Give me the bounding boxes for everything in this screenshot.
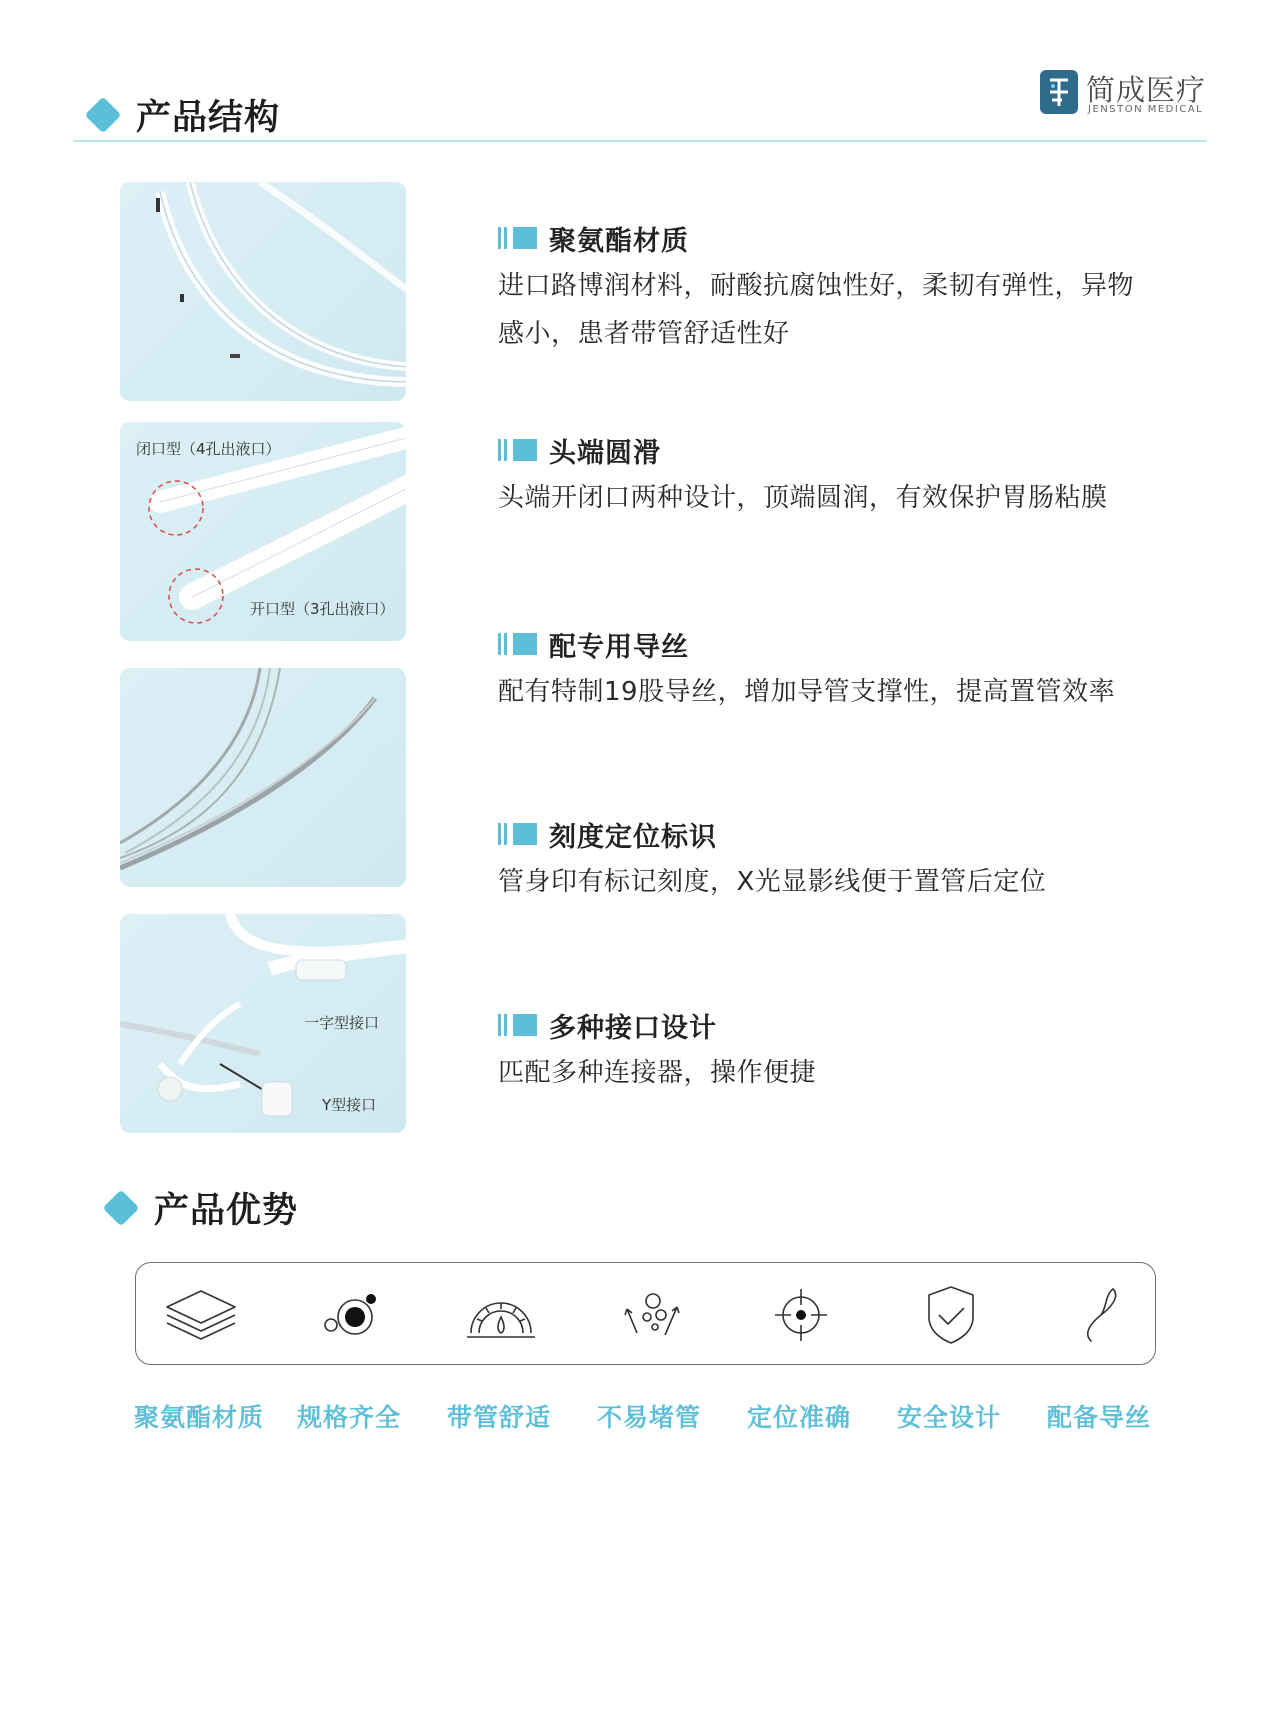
- diamond-bullet-icon: [85, 97, 122, 134]
- advantages-icon-box: [135, 1262, 1156, 1365]
- section-title: 产品结构: [136, 98, 281, 138]
- section-title: 产品优势: [154, 1191, 299, 1231]
- feature-polyurethane: [498, 218, 1218, 358]
- product-image-connectors: [120, 914, 406, 1133]
- feature-bullet-icon: [498, 1014, 537, 1036]
- section-header-structure: [90, 90, 280, 140]
- feature-title: 聚氨酯材质: [549, 225, 689, 257]
- feature-desc-line: 配有特制19股导丝，增加导管支撑性，提高置管效率: [498, 677, 1116, 707]
- company-logo: [1040, 70, 1220, 120]
- connector-y-label: Y型接口: [322, 1096, 377, 1114]
- diamond-bullet-icon: [103, 1190, 140, 1227]
- bubbles-icon: [611, 1283, 691, 1347]
- shield-check-icon: [911, 1283, 991, 1347]
- feature-desc-line: 匹配多种连接器，操作便捷: [498, 1058, 817, 1088]
- product-image-guidewire: [120, 668, 406, 887]
- advantage-label: 规格齐全: [296, 1403, 401, 1432]
- feature-title: 刻度定位标识: [549, 821, 717, 853]
- advantage-label: 带管舒适: [446, 1403, 551, 1432]
- product-image-tube: [120, 182, 406, 401]
- product-image-tips: [120, 422, 406, 641]
- feature-bullet-icon: [498, 823, 537, 845]
- tip-closed-label: 闭口型（4孔出液口）: [136, 440, 281, 458]
- feature-title: 配专用导丝: [549, 631, 689, 663]
- logo-chinese-name: 简成医疗: [1086, 73, 1207, 107]
- crosshair-icon: [761, 1283, 841, 1347]
- gauge-icon: [461, 1283, 541, 1347]
- feature-desc-line: 管身印有标记刻度，X光显影线便于置管后定位: [498, 867, 1047, 897]
- feature-bullet-icon: [498, 633, 537, 655]
- feature-connectors: [498, 1005, 1218, 1097]
- feature-desc-line: 进口路博润材料，耐酸抗腐蚀性好，柔韧有弹性，异物: [498, 271, 1135, 301]
- feature-title: 多种接口设计: [549, 1012, 717, 1044]
- advantage-label: 不易堵管: [596, 1403, 701, 1432]
- feature-guidewire: [498, 624, 1218, 716]
- feature-scale-marking: [498, 814, 1218, 906]
- layers-icon: [161, 1283, 241, 1347]
- advantage-label: 安全设计: [896, 1403, 1001, 1432]
- advantage-label: 聚氨酯材质: [133, 1403, 264, 1432]
- orbit-icon: [311, 1283, 391, 1347]
- advantage-label: 定位准确: [746, 1403, 851, 1432]
- feature-smooth-tip: [498, 430, 1218, 522]
- logo-english-name: JENSTON MEDICAL: [1088, 104, 1204, 115]
- feature-desc-line: 感小，患者带管舒适性好: [498, 319, 790, 349]
- guidewire-icon: [1061, 1283, 1141, 1347]
- advantage-label: 配备导丝: [1046, 1403, 1151, 1432]
- feature-bullet-icon: [498, 439, 537, 461]
- feature-bullet-icon: [498, 227, 537, 249]
- connector-straight-label: 一字型接口: [304, 1014, 380, 1032]
- feature-desc-line: 头端开闭口两种设计，顶端圆润，有效保护胃肠粘膜: [498, 483, 1108, 513]
- logo-mark-icon: [1040, 70, 1078, 114]
- header-divider: [73, 140, 1207, 142]
- tip-open-label: 开口型（3孔出液口）: [250, 600, 395, 618]
- section-header-advantages: [108, 1183, 298, 1233]
- feature-title: 头端圆滑: [549, 437, 661, 469]
